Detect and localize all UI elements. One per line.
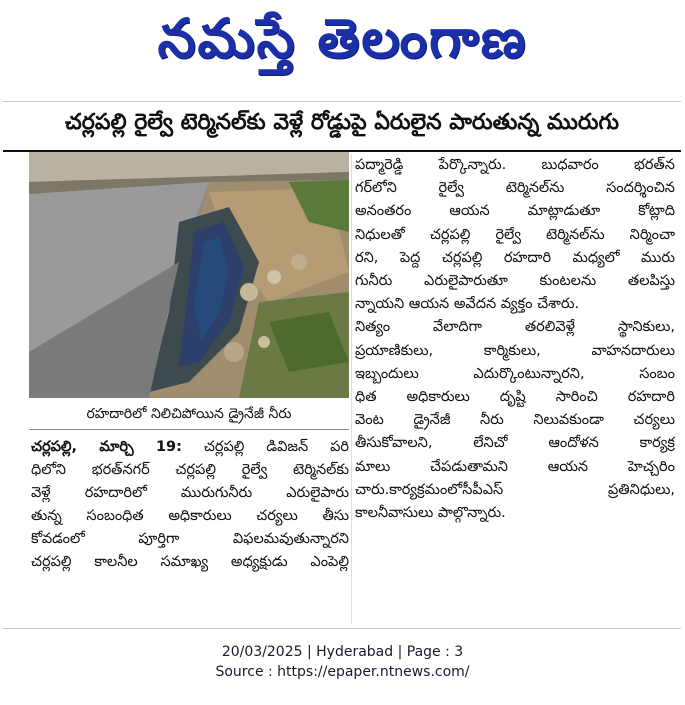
body-line: ఇబ్బందులు ఎదుర్కొంటున్నారని, సంబం (355, 365, 675, 382)
publication-info: 20/03/2025 | Hyderabad | Page : 3 (221, 644, 464, 660)
article-photo (29, 152, 349, 398)
article-clipping (3, 101, 681, 629)
clipping-footer (0, 642, 685, 682)
body-line: తున్న సంబంధిత అధికారులు చర్యలు తీసు (31, 508, 349, 524)
body-line: గునీరు ఎరులైపారుతూ కుంటలను తలపిస్తు (355, 273, 675, 290)
body-line: రని, పెద్ద చర్లపల్లి రహదారి మధ్యలో మురు (355, 249, 675, 266)
body-line: న్నాయని ఆయన అవేదన వ్యక్తం చేశారు. (355, 296, 580, 313)
body-line: వెళ్లే రహదారిలో మురుగునీరు ఎరులైపారు (31, 485, 349, 501)
drainage-road-photo (29, 152, 349, 398)
body-line: తీసుకోవాలని, లేనిచో ఆందోళన కార్యక్ర (355, 435, 675, 452)
body-line: ధిత అధికారులు దృష్టి సారించి రహదారి (355, 389, 675, 406)
masthead (0, 0, 685, 90)
dateline: చర్లపల్లి, మార్చి 19: (31, 439, 182, 455)
body-line: నిధులతో చర్లపల్లి రైల్వే టెర్మినల్‌ను నిర్మించా (355, 226, 675, 243)
body-line: ధిలోని భరత్‌నగర్ చర్లపల్లి రైల్వే టెర్మినల్‌కు (31, 462, 349, 478)
newspaper-logo: నమస్తే తెలంగాణ (157, 6, 528, 70)
body-line: మాలు చేపడుతామని ఆయన హెచ్చరిం (355, 458, 675, 475)
body-line: అనంతరం ఆయన మాట్లాడుతూ కోట్లాది (355, 203, 675, 220)
body-line: నిత్యం వేలాదిగా తరలివెళ్లే స్థానికులు, (355, 319, 675, 336)
photo-caption: రహదారిలో నిలిచిపోయిన డ్రైనేజీ నీరు (29, 399, 349, 430)
body-line: చర్లపల్లి కాలనీల సమాఖ్య అధ్యక్షుడు ఎంపెల్లి (31, 554, 349, 570)
body-line: గర్‌లోని రైల్వే టెర్మినల్‌ను సందర్శించిన (355, 180, 675, 197)
body-line: చారు.కార్యక్రమంలోసీపీఎస్ ప్రతినిధులు, (355, 481, 675, 498)
article-body-right (355, 154, 675, 525)
column-divider (351, 154, 352, 624)
body-line: ప్రయాణికులు, కార్మికులు, వాహనదారులు (355, 342, 675, 359)
article-body-left (31, 436, 349, 574)
body-line: కోవడంలో పూర్తిగా విఫలమవుతున్నారని (31, 531, 349, 547)
source-link[interactable]: Source : https://epaper.ntnews.com/ (215, 664, 470, 680)
body-line: పద్మారెడ్డి పేర్కొన్నారు. బుధవారం భరత్‌న (355, 157, 675, 173)
body-line: కాలనీవాసులు పాల్గొన్నారు. (355, 505, 506, 522)
body-line: వెంట డ్రైనేజీ నీరు నిలువకుండా చర్యలు (355, 412, 675, 429)
article-headline: చర్లపల్లి రైల్వే టెర్మినల్‌కు వెళ్లే రోడ్డుపై ఏరులైన పారుతున్న మురుగు (65, 110, 619, 135)
body-line: చర్లపల్లి, మార్చి 19: చర్లపల్లి డివిజన్ పరి (31, 439, 349, 455)
